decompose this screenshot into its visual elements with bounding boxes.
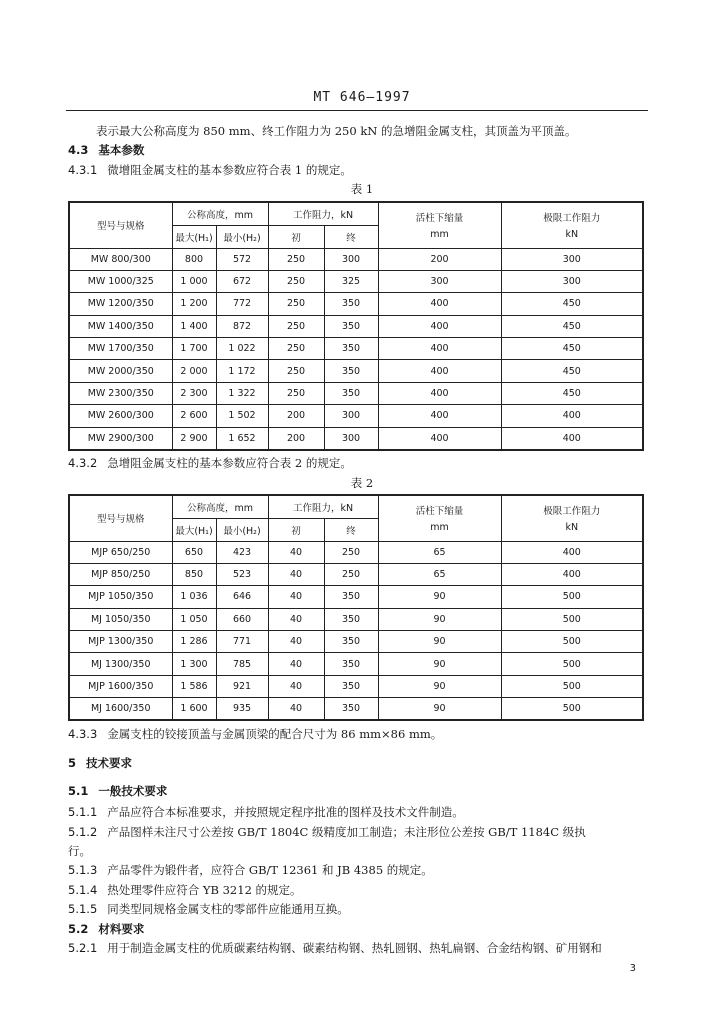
section-number: 5.1 bbox=[68, 784, 89, 798]
table-cell: 40 bbox=[268, 541, 324, 563]
header-limit-label: 极限工作阻力 bbox=[543, 506, 601, 518]
clause-4-3-1 bbox=[68, 162, 352, 178]
table-row bbox=[69, 427, 643, 449]
paragraph-continuation: 表示最大公称高度为 850 mm、终工作阻力为 250 kN 的急增阻金属支柱，其顶盖为平顶盖。 bbox=[96, 124, 577, 138]
table-cell: 400 bbox=[378, 427, 501, 449]
table-cell: MW 1000/325 bbox=[69, 270, 172, 292]
table-cell: MW 1200/350 bbox=[69, 293, 172, 315]
table-cell: 1 000 bbox=[172, 270, 216, 292]
table-cell: 350 bbox=[324, 293, 378, 315]
table-cell: 40 bbox=[268, 563, 324, 585]
table-cell: 450 bbox=[501, 382, 643, 404]
table-row bbox=[69, 405, 643, 427]
table-cell: 200 bbox=[378, 248, 501, 270]
header-rule bbox=[66, 110, 648, 111]
clause-text: 产品零件为锻件者，应符合 GB/T 12361 和 JB 4385 的规定。 bbox=[107, 863, 433, 877]
clause-5-1-1 bbox=[68, 804, 464, 820]
table-cell: 660 bbox=[216, 608, 268, 630]
table-cell: 572 bbox=[216, 248, 268, 270]
table-cell: 90 bbox=[378, 653, 501, 675]
table-cell: MJP 1050/350 bbox=[69, 586, 172, 608]
table-cell: 350 bbox=[324, 338, 378, 360]
clause-number: 5.1.4 bbox=[68, 883, 98, 897]
table-cell: MW 2600/300 bbox=[69, 405, 172, 427]
table-cell: 423 bbox=[216, 541, 268, 563]
table-cell: 400 bbox=[501, 427, 643, 449]
table-cell: 850 bbox=[172, 563, 216, 585]
table-cell: 500 bbox=[501, 675, 643, 697]
header-max: 最大(H₁) bbox=[172, 225, 216, 248]
table-cell: 450 bbox=[501, 360, 643, 382]
table-cell: 1 400 bbox=[172, 315, 216, 337]
section-title: 一般技术要求 bbox=[98, 784, 168, 798]
table-row bbox=[69, 270, 643, 292]
table-cell: 400 bbox=[501, 405, 643, 427]
table-cell: 500 bbox=[501, 608, 643, 630]
table-row bbox=[69, 315, 643, 337]
table-cell: 1 652 bbox=[216, 427, 268, 449]
header-height: 公称高度，mm bbox=[172, 495, 268, 518]
header-shrink-label: 活柱下缩量 bbox=[415, 213, 464, 225]
table-cell: 2 000 bbox=[172, 360, 216, 382]
section-5-2 bbox=[68, 921, 144, 937]
table-cell: 1 200 bbox=[172, 293, 216, 315]
table-cell: 872 bbox=[216, 315, 268, 337]
header-shrink bbox=[378, 202, 501, 248]
table-cell: 800 bbox=[172, 248, 216, 270]
table-row bbox=[69, 608, 643, 630]
header-initial: 初 bbox=[268, 225, 324, 248]
table-row bbox=[69, 541, 643, 563]
table-row bbox=[69, 338, 643, 360]
clause-5-1-4 bbox=[68, 882, 302, 898]
table-2-body bbox=[69, 541, 643, 720]
table-cell: 771 bbox=[216, 631, 268, 653]
table-cell: 250 bbox=[268, 293, 324, 315]
section-title: 技术要求 bbox=[86, 756, 133, 770]
table-cell: 40 bbox=[268, 586, 324, 608]
table-cell: 350 bbox=[324, 382, 378, 404]
table-cell: 40 bbox=[268, 675, 324, 697]
table-cell: MJP 1300/350 bbox=[69, 631, 172, 653]
table-cell: 2 300 bbox=[172, 382, 216, 404]
table-cell: MJ 1600/350 bbox=[69, 698, 172, 720]
header-initial: 初 bbox=[268, 518, 324, 541]
table-cell: 935 bbox=[216, 698, 268, 720]
table-cell: 40 bbox=[268, 631, 324, 653]
table-cell: 250 bbox=[268, 338, 324, 360]
clause-text: 热处理零件应符合 YB 3212 的规定。 bbox=[107, 883, 302, 897]
table-cell: 921 bbox=[216, 675, 268, 697]
clause-number: 5.2.1 bbox=[68, 941, 98, 955]
header-min: 最小(H₂) bbox=[216, 518, 268, 541]
table-cell: 2 900 bbox=[172, 427, 216, 449]
header-resistance: 工作阻力，kN bbox=[268, 202, 378, 225]
table-cell: 500 bbox=[501, 586, 643, 608]
table-cell: 300 bbox=[501, 270, 643, 292]
header-final: 终 bbox=[324, 518, 378, 541]
table-cell: 350 bbox=[324, 653, 378, 675]
header-model: 型号与规格 bbox=[69, 495, 172, 541]
table-cell: 400 bbox=[378, 338, 501, 360]
table-cell: MW 1400/350 bbox=[69, 315, 172, 337]
table-cell: 1 050 bbox=[172, 608, 216, 630]
header-shrink-unit: mm bbox=[430, 229, 449, 241]
table-cell: MW 2300/350 bbox=[69, 382, 172, 404]
table-cell: 672 bbox=[216, 270, 268, 292]
table-cell: 300 bbox=[324, 248, 378, 270]
clause-number: 4.3.3 bbox=[68, 727, 98, 741]
table-cell: MW 2000/350 bbox=[69, 360, 172, 382]
table-cell: 325 bbox=[324, 270, 378, 292]
table-cell: 1 300 bbox=[172, 653, 216, 675]
table-row bbox=[69, 631, 643, 653]
table-cell: 1 022 bbox=[216, 338, 268, 360]
table-cell: MW 1700/350 bbox=[69, 338, 172, 360]
table-cell: 90 bbox=[378, 631, 501, 653]
table-cell: 90 bbox=[378, 586, 501, 608]
table-row bbox=[69, 563, 643, 585]
table-row bbox=[69, 586, 643, 608]
table-row bbox=[69, 382, 643, 404]
table-cell: 1 036 bbox=[172, 586, 216, 608]
table-cell: 350 bbox=[324, 698, 378, 720]
table-cell: 400 bbox=[378, 315, 501, 337]
clause-number: 4.3.1 bbox=[68, 163, 98, 177]
clause-text: 同类型同规格金属支柱的零部件应能通用互换。 bbox=[107, 902, 349, 916]
table-cell: 400 bbox=[378, 382, 501, 404]
table-1-caption: 表 1 bbox=[350, 182, 374, 196]
header-model: 型号与规格 bbox=[69, 202, 172, 248]
clause-4-3-3 bbox=[68, 726, 442, 742]
table-cell: 250 bbox=[268, 382, 324, 404]
header-height: 公称高度，mm bbox=[172, 202, 268, 225]
table-cell: 300 bbox=[324, 405, 378, 427]
section-title: 基本参数 bbox=[98, 143, 145, 157]
table-cell: 90 bbox=[378, 608, 501, 630]
table-cell: 65 bbox=[378, 541, 501, 563]
header-limit-unit: kN bbox=[565, 522, 579, 534]
table-row bbox=[69, 675, 643, 697]
table-cell: 785 bbox=[216, 653, 268, 675]
table-cell: 200 bbox=[268, 427, 324, 449]
clause-5-1-2-continuation: 行。 bbox=[68, 844, 91, 858]
section-title: 材料要求 bbox=[98, 922, 145, 936]
clause-number: 5.1.1 bbox=[68, 805, 98, 819]
clause-number: 5.1.5 bbox=[68, 902, 98, 916]
table-cell: 250 bbox=[268, 248, 324, 270]
table-cell: 450 bbox=[501, 293, 643, 315]
header-limit bbox=[501, 495, 643, 541]
clause-number: 4.3.2 bbox=[68, 456, 98, 470]
table-cell: 1 502 bbox=[216, 405, 268, 427]
table-cell: 350 bbox=[324, 675, 378, 697]
header-shrink bbox=[378, 495, 501, 541]
table-cell: 350 bbox=[324, 608, 378, 630]
table-row bbox=[69, 653, 643, 675]
clause-5-1-2 bbox=[68, 824, 586, 840]
header-resistance: 工作阻力，kN bbox=[268, 495, 378, 518]
table-cell: 650 bbox=[172, 541, 216, 563]
running-header: MT 646—1997 bbox=[313, 90, 411, 105]
header-limit-label: 极限工作阻力 bbox=[543, 213, 601, 225]
table-cell: 300 bbox=[501, 248, 643, 270]
clause-4-3-2 bbox=[68, 455, 352, 471]
header-final: 终 bbox=[324, 225, 378, 248]
table-cell: MW 2900/300 bbox=[69, 427, 172, 449]
table-cell: 1 172 bbox=[216, 360, 268, 382]
table-cell: 40 bbox=[268, 698, 324, 720]
header-limit bbox=[501, 202, 643, 248]
page-number: 3 bbox=[629, 963, 636, 974]
table-cell: 40 bbox=[268, 653, 324, 675]
table-cell: 400 bbox=[501, 541, 643, 563]
clause-text: 产品图样未注尺寸公差按 GB/T 1804C 级精度加工制造；未注形位公差按 GB/T 1184C 级执 bbox=[107, 825, 586, 839]
table-cell: 523 bbox=[216, 563, 268, 585]
table-cell: 40 bbox=[268, 608, 324, 630]
clause-text: 微增阻金属支柱的基本参数应符合表 1 的规定。 bbox=[107, 163, 352, 177]
header-min: 最小(H₂) bbox=[216, 225, 268, 248]
table-cell: 400 bbox=[378, 293, 501, 315]
table-cell: 90 bbox=[378, 675, 501, 697]
clause-text: 用于制造金属支柱的优质碳素结构钢、碳素结构钢、热轧圆钢、热轧扁钢、合金结构钢、矿用钢和 bbox=[107, 941, 602, 955]
table-cell: MW 800/300 bbox=[69, 248, 172, 270]
clause-text: 产品应符合本标准要求，并按照规定程序批准的图样及技术文件制造。 bbox=[107, 805, 464, 819]
section-5 bbox=[68, 755, 132, 771]
header-shrink-unit: mm bbox=[430, 522, 449, 534]
table-cell: 300 bbox=[378, 270, 501, 292]
table-2-caption: 表 2 bbox=[350, 476, 374, 490]
table-cell: 65 bbox=[378, 563, 501, 585]
table-cell: MJ 1050/350 bbox=[69, 608, 172, 630]
table-cell: 1 286 bbox=[172, 631, 216, 653]
section-number: 5 bbox=[68, 756, 77, 770]
clause-text: 金属支柱的铰接顶盖与金属顶梁的配合尺寸为 86 mm×86 mm。 bbox=[107, 727, 443, 741]
section-number: 5.2 bbox=[68, 922, 89, 936]
section-number: 4.3 bbox=[68, 143, 89, 157]
table-cell: 772 bbox=[216, 293, 268, 315]
table-cell: 1 700 bbox=[172, 338, 216, 360]
clause-number: 5.1.2 bbox=[68, 825, 98, 839]
table-cell: 2 600 bbox=[172, 405, 216, 427]
clause-5-1-5 bbox=[68, 901, 349, 917]
table-1-body bbox=[69, 248, 643, 450]
table-cell: 250 bbox=[268, 315, 324, 337]
section-5-1 bbox=[68, 783, 167, 799]
table-cell: 500 bbox=[501, 698, 643, 720]
header-limit-unit: kN bbox=[565, 229, 579, 241]
table-cell: 400 bbox=[378, 405, 501, 427]
table-cell: MJP 650/250 bbox=[69, 541, 172, 563]
table-cell: 646 bbox=[216, 586, 268, 608]
table-cell: MJ 1300/350 bbox=[69, 653, 172, 675]
table-cell: 250 bbox=[324, 563, 378, 585]
clause-5-2-1 bbox=[68, 940, 602, 956]
table-cell: 350 bbox=[324, 360, 378, 382]
table-cell: MJP 1600/350 bbox=[69, 675, 172, 697]
table-cell: 450 bbox=[501, 338, 643, 360]
table-cell: 90 bbox=[378, 698, 501, 720]
table-cell: 350 bbox=[324, 631, 378, 653]
table-cell: 350 bbox=[324, 586, 378, 608]
table-row bbox=[69, 293, 643, 315]
table-cell: 500 bbox=[501, 653, 643, 675]
table-cell: 1 322 bbox=[216, 382, 268, 404]
table-cell: 500 bbox=[501, 631, 643, 653]
table-cell: 350 bbox=[324, 315, 378, 337]
clause-text: 急增阻金属支柱的基本参数应符合表 2 的规定。 bbox=[107, 456, 352, 470]
header-shrink-label: 活柱下缩量 bbox=[415, 506, 464, 518]
clause-number: 5.1.3 bbox=[68, 863, 98, 877]
table-row bbox=[69, 360, 643, 382]
clause-5-1-3 bbox=[68, 862, 433, 878]
table-cell: 300 bbox=[324, 427, 378, 449]
table-1 bbox=[68, 201, 644, 451]
table-cell: 1 586 bbox=[172, 675, 216, 697]
table-cell: 400 bbox=[501, 563, 643, 585]
table-cell: 200 bbox=[268, 405, 324, 427]
table-cell: 450 bbox=[501, 315, 643, 337]
table-cell: 250 bbox=[268, 270, 324, 292]
header-max: 最大(H₁) bbox=[172, 518, 216, 541]
table-cell: 400 bbox=[378, 360, 501, 382]
table-cell: MJP 850/250 bbox=[69, 563, 172, 585]
table-cell: 1 600 bbox=[172, 698, 216, 720]
table-row bbox=[69, 248, 643, 270]
section-4-3 bbox=[68, 142, 144, 158]
table-2 bbox=[68, 494, 644, 721]
table-cell: 250 bbox=[324, 541, 378, 563]
table-cell: 250 bbox=[268, 360, 324, 382]
table-row bbox=[69, 698, 643, 720]
